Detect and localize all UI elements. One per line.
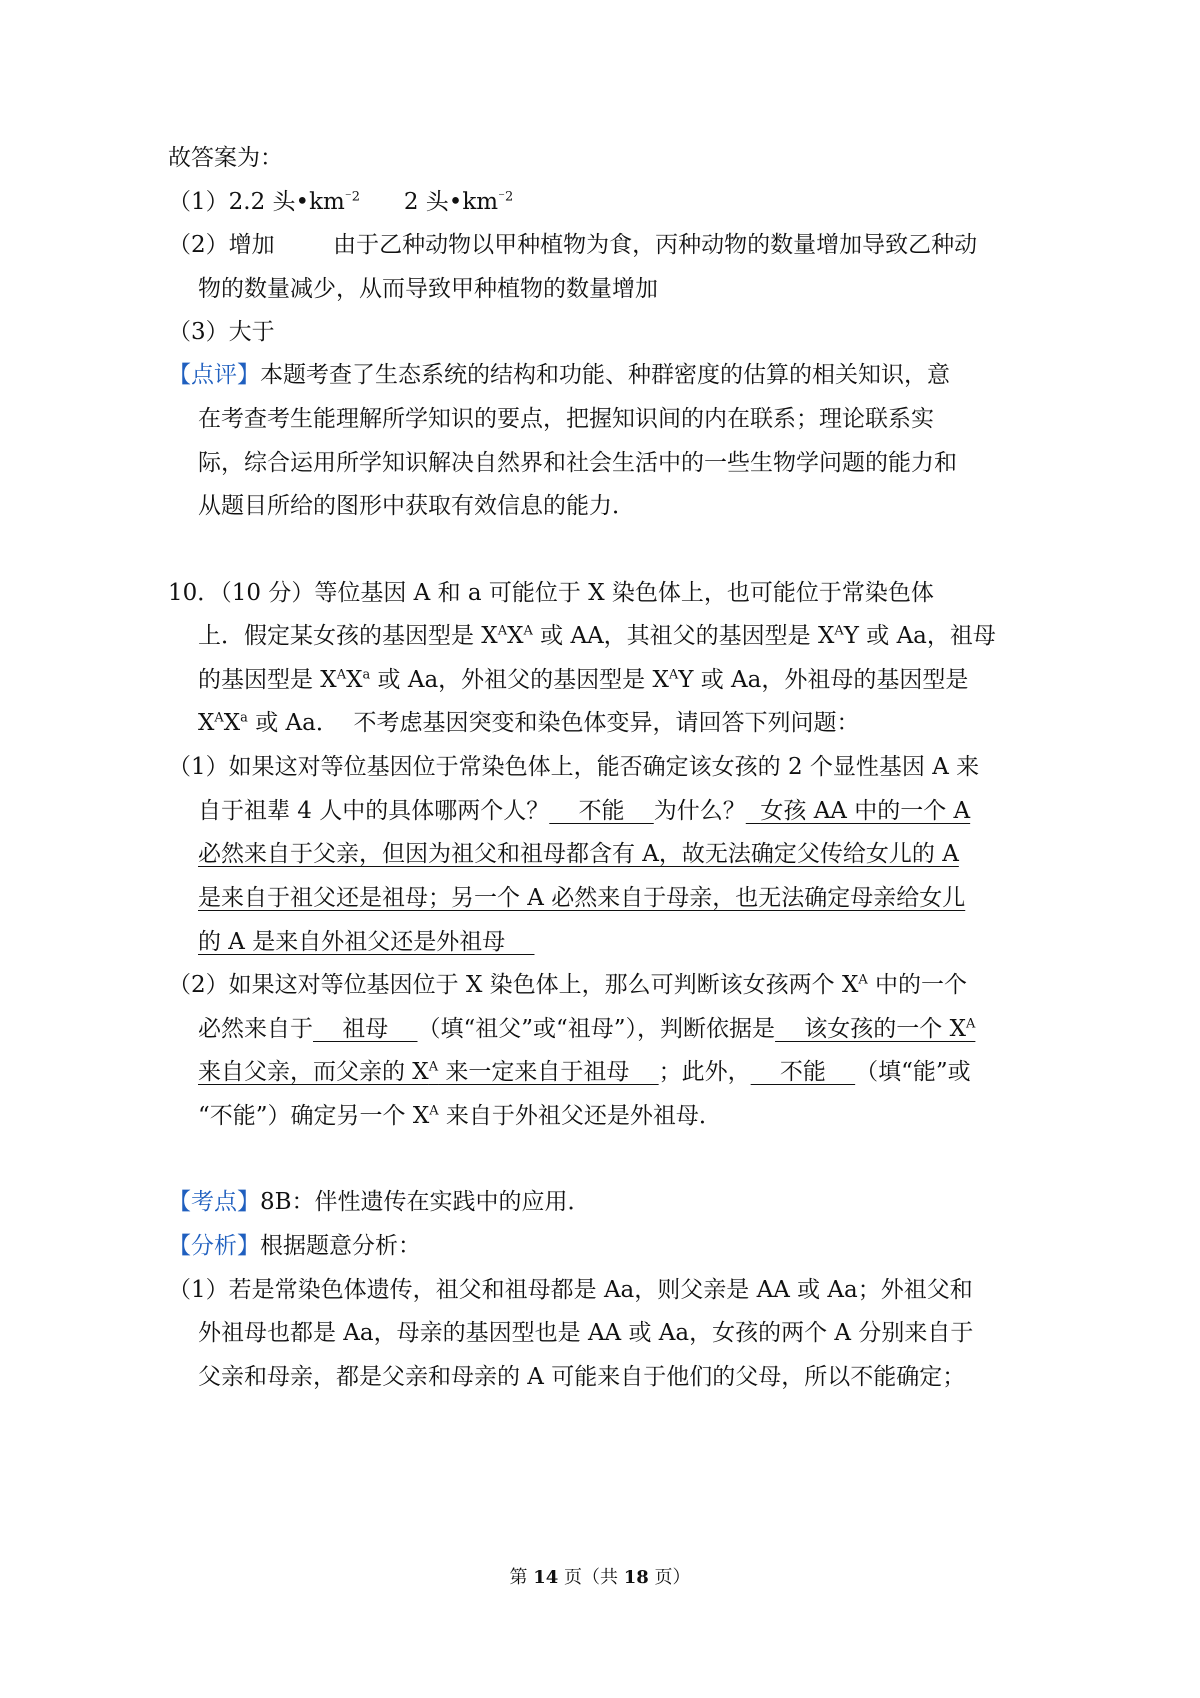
fenxi-1-line2: 外祖母也都是 Aa，母亲的基因型也是 AA 或 Aa，女孩的两个 A 分别来自于 [198,1320,974,1346]
part1-line2 [198,795,970,827]
q10-sup: A [834,623,844,639]
footer-text: 页） [648,1567,691,1588]
q10-text: 的基因型是 X [198,667,337,693]
part2-line3 [198,1056,971,1088]
answer-blank-5: 不能 [750,1059,856,1085]
part1-line4: 是来自于祖父还是祖母；另一个 A 必然来自于母亲，也无法确定母亲给女儿 [198,885,966,911]
comment-line1 [168,359,950,391]
q10-sup: a [240,710,248,726]
q10-sup: A [668,667,679,683]
part1-text: 自于祖辈 4 人中的具体哪两个人？ [198,798,550,824]
part1-text: 为什么？ [653,798,746,824]
answer-3: （3）大于 [168,319,275,345]
q10-sup: A [336,667,347,683]
kaodian-text: 8B：伴性遗传在实践中的应用． [260,1189,591,1215]
part2-text: （2）如果这对等位基因位于 X 染色体上，那么可判断该女孩两个 X [168,972,859,998]
page-footer [0,1566,1200,1590]
q10-sup: A [523,623,533,639]
fenxi-line [168,1230,421,1262]
fenxi-text: 根据题意分析： [260,1233,421,1259]
part2-text: 来自于外祖父还是外祖母． [438,1103,722,1129]
blank-sup: A [965,1016,976,1032]
blank-text: 来自父亲，而父亲的 X [198,1059,429,1085]
part2-text: “不能”）确定另一个 X [198,1103,430,1129]
part2-text: ；此外， [658,1059,751,1085]
q10-sup: A [214,710,224,726]
part1-line3: 必然来自于父亲，但因为祖父和祖母都含有 A，故无法确定父传给女儿的 A [198,841,959,867]
page-total: 18 [623,1567,649,1588]
part2-text: 必然来自于 [198,1016,313,1042]
q10-text: 或 Aa，外祖父的基因型是 X [370,667,669,693]
q10-text: X [346,667,363,693]
q10-text: X [198,710,215,736]
blank-sup: A [428,1059,439,1075]
answer-1-sup2: ⁻2 [498,189,514,205]
q10-text: Y 或 Aa，外祖母的基因型是 [678,667,969,693]
comment-line2: 在考查考生能理解所学知识的要点，把握知识间的内在联系；理论联系实 [198,406,934,432]
question-10-line1: 10．（10 分）等位基因 A 和 a 可能位于 X 染色体上，也可能位于常染色体 [168,580,934,606]
part1-line1: （1）如果这对等位基因位于常染色体上，能否确定该女孩的 2 个显性基因 A 来 [168,754,980,780]
question-10-line2 [198,620,996,652]
part2-text: 中的一个 [867,972,968,998]
part2-line4 [198,1100,722,1132]
part1-line5: 的 A 是来自外祖父还是外祖母 [198,929,535,955]
answer-blank-4 [775,1016,975,1042]
q10-sup: a [362,667,371,683]
q10-sup: A [497,623,508,639]
answer-1 [168,186,513,218]
answer-blank-1: 不能 [549,798,654,824]
q10-text: Y 或 Aa，祖母 [843,623,996,649]
fenxi-label: 【分析】 [168,1233,260,1259]
kaodian-line [168,1186,591,1218]
q10-text: 或 Aa． 不考虑基因突变和染色体变异，请回答下列问题： [247,710,860,736]
q10-text: 上．假定某女孩的基因型是 X [198,623,498,649]
comment-line3: 际，综合运用所学知识解决自然界和社会生活中的一些生物学问题的能力和 [198,450,957,476]
q10-text: X [507,623,524,649]
page-number: 14 [533,1567,559,1588]
comment-label: 【点评】 [168,362,260,388]
part2-line2 [198,1013,975,1045]
blank-text: 来一定来自于祖母 [438,1059,659,1085]
kaodian-label: 【考点】 [168,1189,260,1215]
q10-text: X [223,710,241,736]
answer-1-text: （1）2.2 头•km [168,189,345,215]
comment-line4: 从题目所给的图形中获取有效信息的能力． [198,493,635,519]
question-10-line4 [198,707,859,739]
part2-sup: A [858,972,868,988]
part2-sup: A [429,1103,439,1119]
answer-1-sup: ⁻2 [344,189,360,205]
answer-1-mid: 2 头•km [359,189,499,215]
answer-2-line1: （2）增加 由于乙种动物以甲种植物为食，丙种动物的数量增加导致乙种动 [168,232,978,258]
answer-blank-2: 女孩 AA 中的一个 A [745,798,971,824]
fenxi-1-line1: （1）若是常染色体遗传，祖父和祖母都是 Aa，则父亲是 AA 或 Aa；外祖父和 [168,1277,973,1303]
question-10-line3 [198,664,968,696]
blank-text: 该女孩的一个 X [775,1016,966,1042]
part2-text: （填“祖父”或“祖母”），判断依据是 [417,1016,776,1042]
answer-2-line2: 物的数量减少，从而导致甲种植物的数量增加 [198,276,658,302]
part2-line1 [168,969,967,1001]
q10-text: 或 AA，其祖父的基因型是 X [532,623,835,649]
answer-heading: 故答案为： [168,145,283,171]
comment-text-1: 本题考查了生态系统的结构和功能、种群密度的估算的相关知识，意 [260,362,950,388]
part2-text: （填“能”或 [855,1059,971,1085]
answer-blank-4-cont [198,1059,659,1085]
fenxi-1-line3: 父亲和母亲，都是父亲和母亲的 A 可能来自于他们的父母，所以不能确定； [198,1364,966,1390]
footer-text: 页（共 [558,1567,624,1588]
footer-text: 第 [509,1567,534,1588]
answer-blank-3: 祖母 [313,1016,418,1042]
